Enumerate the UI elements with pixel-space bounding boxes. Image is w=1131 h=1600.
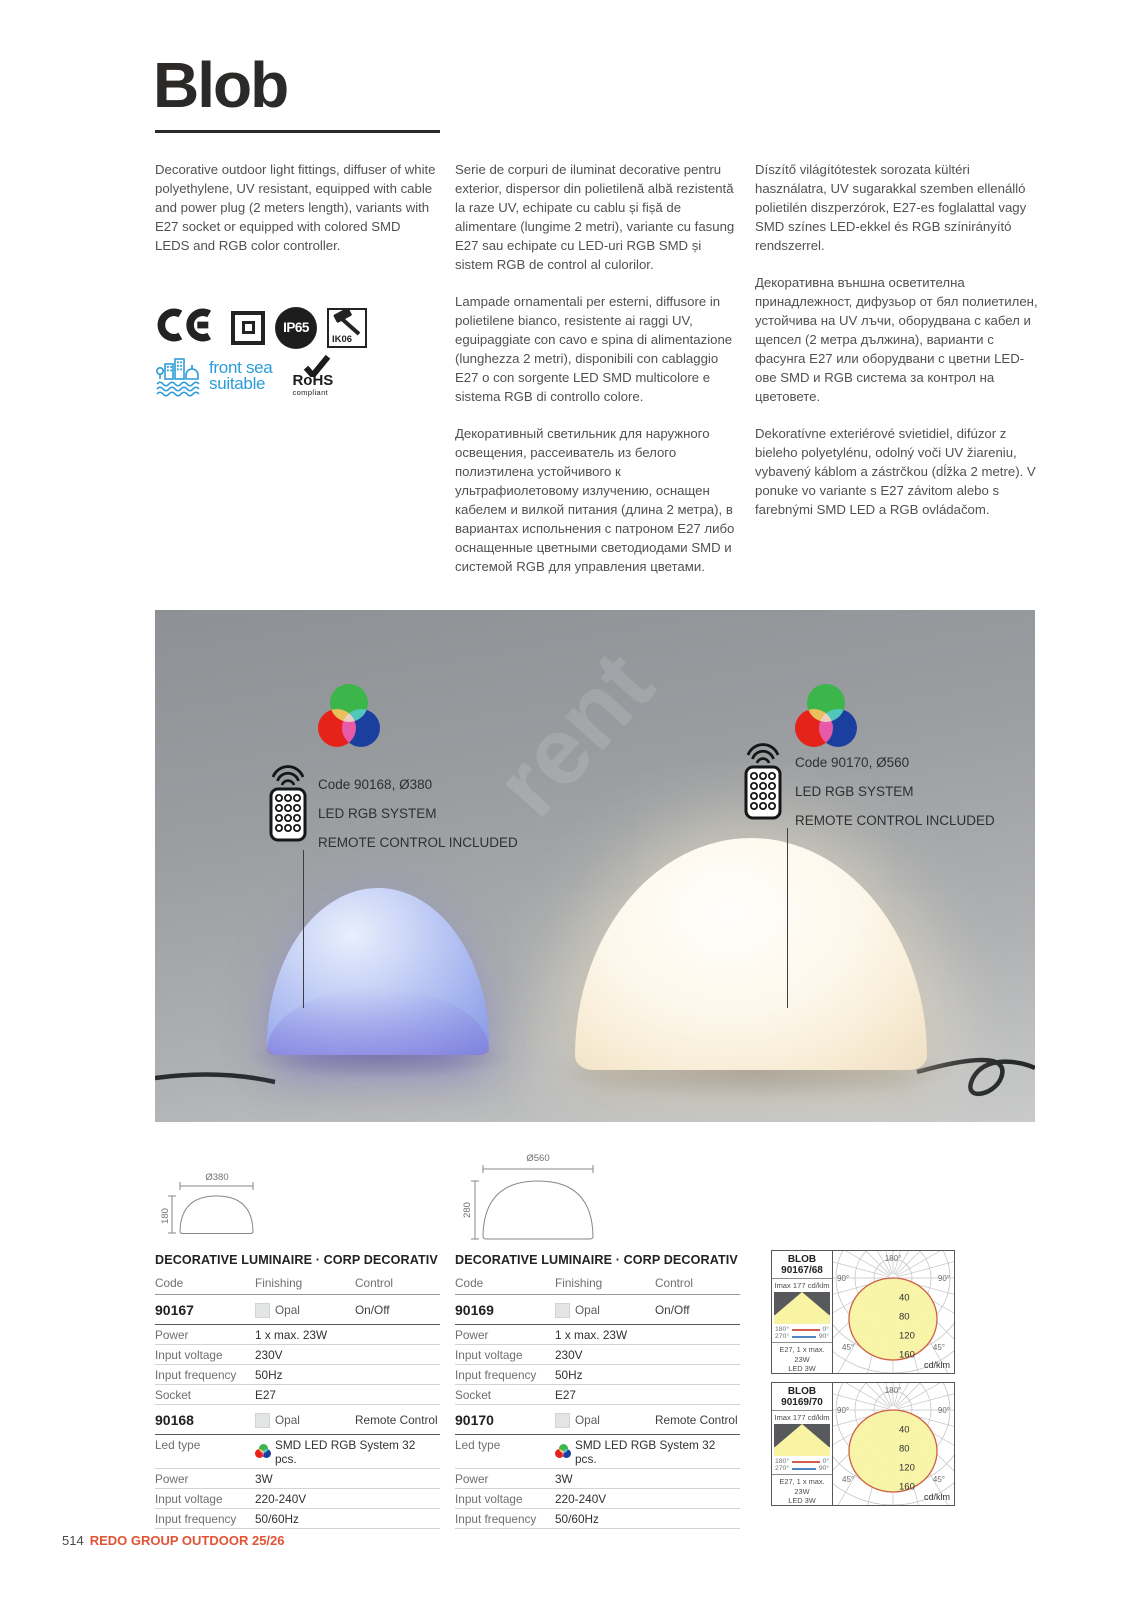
beam-icon bbox=[774, 1424, 830, 1456]
svg-text:45°: 45° bbox=[932, 1343, 945, 1352]
imax-label: Imax 177 cd/klm bbox=[774, 1281, 830, 1290]
footer-brand: REDO GROUP OUTDOOR 25/26 bbox=[89, 1533, 285, 1548]
svg-text:120: 120 bbox=[899, 1462, 915, 1474]
spec-row: Power 1 x max. 23W bbox=[155, 1325, 440, 1345]
polar-chart bbox=[833, 1251, 954, 1373]
svg-text:cd/klm: cd/klm bbox=[923, 1360, 950, 1370]
polar-chart bbox=[833, 1383, 954, 1505]
spec-row: Power 3W bbox=[455, 1469, 740, 1489]
led-type-row: Led type SMD LED RGB System 32 pcs. bbox=[155, 1435, 440, 1469]
leader-line bbox=[787, 828, 788, 1008]
control-cell: On/Off bbox=[355, 1303, 390, 1317]
svg-text:90°: 90° bbox=[837, 1406, 850, 1415]
ce-mark-icon bbox=[155, 306, 221, 349]
ip65-badge: IP65 bbox=[275, 307, 317, 349]
finishing-swatch bbox=[255, 1303, 270, 1318]
dimension-drawing-large bbox=[462, 1150, 597, 1245]
ik06-icon: IK06 bbox=[327, 308, 367, 348]
height-label: 180 bbox=[160, 1208, 171, 1224]
front-sea-icon bbox=[155, 355, 203, 397]
watermark: rent bbox=[474, 632, 674, 837]
svg-text:90°: 90° bbox=[937, 1406, 950, 1415]
spec-row: Input voltage 230V bbox=[155, 1345, 440, 1365]
rgb-color-icon bbox=[318, 684, 380, 748]
table-title: DECORATIVE LUMINAIRE · CORP DECORATIV bbox=[455, 1253, 738, 1267]
spec-row: Input frequency 50Hz bbox=[155, 1365, 440, 1385]
code-cell: 90170 bbox=[455, 1412, 494, 1428]
control-cell: Remote Control bbox=[655, 1413, 738, 1427]
control-cell: On/Off bbox=[655, 1303, 690, 1317]
svg-text:120: 120 bbox=[899, 1330, 915, 1342]
table-header: Code Finishing Control bbox=[455, 1276, 740, 1295]
photometry-box-2 bbox=[771, 1382, 955, 1506]
remote-control-icon bbox=[740, 740, 786, 820]
spec-row: Input voltage 220-240V bbox=[455, 1489, 740, 1509]
spec-row: Power 1 x max. 23W bbox=[455, 1325, 740, 1345]
certifications bbox=[155, 306, 455, 397]
svg-text:160: 160 bbox=[899, 1349, 915, 1361]
remote-control-icon bbox=[265, 762, 311, 842]
description-sk: Dekoratívne exteriérové svietidiel, difúzor z bieleho polyetylénu, odolný voči UV žiareniu, vybavený káblom a zástrčkou (dĺžka 2 metre). V ponuke vo variante s E27 závitom alebo s farebnými SMD LED a RGB ovládačom. bbox=[755, 426, 1036, 517]
table-title: DECORATIVE LUMINAIRE · CORP DECORATIV bbox=[155, 1253, 438, 1267]
photometry-legend: 180° 0° 270° 90° bbox=[775, 1326, 829, 1341]
description-en: Decorative outdoor light fittings, diffuser of white polyethylene, UV resistant, equipped with cable and power plug (2 meters length), variants with E27 socket or equipped with colored SMD LEDS and RGB color controller. bbox=[155, 162, 436, 253]
svg-text:80: 80 bbox=[899, 1443, 910, 1455]
code-cell: 90167 bbox=[155, 1302, 194, 1318]
spec-table-small bbox=[155, 1253, 440, 1529]
svg-text:180°: 180° bbox=[884, 1254, 902, 1263]
table-header: Code Finishing Control bbox=[155, 1276, 440, 1295]
table-row: 90170 Opal Remote Control bbox=[455, 1405, 740, 1434]
leader-line bbox=[303, 850, 304, 1008]
spec-table-large bbox=[455, 1253, 740, 1529]
table-row: 90169 Opal On/Off bbox=[455, 1295, 740, 1324]
svg-text:80: 80 bbox=[899, 1311, 910, 1323]
spec-row: Input frequency 50Hz bbox=[455, 1365, 740, 1385]
svg-text:45°: 45° bbox=[932, 1475, 945, 1484]
svg-text:45°: 45° bbox=[842, 1475, 855, 1484]
photometry-legend: 180° 0° 270° 90° bbox=[775, 1458, 829, 1473]
page-number: 514 bbox=[62, 1533, 84, 1548]
photometry-codes: 90169/70 bbox=[781, 1397, 823, 1408]
lamp-label: E27, 1 x max. 23W LED 3W bbox=[779, 1345, 825, 1373]
svg-text:40: 40 bbox=[899, 1292, 910, 1304]
svg-text:90°: 90° bbox=[837, 1274, 850, 1283]
hammer-icon bbox=[329, 310, 365, 336]
imax-label: Imax 177 cd/klm bbox=[774, 1413, 830, 1422]
photo-label-right: Code 90170, Ø560 LED RGB SYSTEM REMOTE CONTROL INCLUDED bbox=[795, 755, 995, 828]
table-row: 90168 Opal Remote Control bbox=[155, 1405, 440, 1434]
spec-row: Input voltage 230V bbox=[455, 1345, 740, 1365]
led-type-row: Led type SMD LED RGB System 32 pcs. bbox=[455, 1435, 740, 1469]
photo-label-left: Code 90168, Ø380 LED RGB SYSTEM REMOTE CONTROL INCLUDED bbox=[318, 777, 518, 850]
spec-row: Input voltage 220-240V bbox=[155, 1489, 440, 1509]
description-column-1 bbox=[155, 160, 438, 273]
product-photo bbox=[155, 610, 1035, 1122]
diameter-label: Ø380 bbox=[205, 1172, 229, 1183]
description-it: Lampade ornamentali per esterni, diffusore in polietilene bianco, resistente ai raggi UV, eguipaggiate con cavo e spina di alimentazione (lunghezza 2 metri), disponibili con cablaggio E27 o con sorgente LED SMD multicolore e sistema RGB di controllo colore. bbox=[455, 294, 733, 404]
control-cell: Remote Control bbox=[355, 1413, 438, 1427]
front-sea-label: front sea suitable bbox=[209, 357, 273, 393]
description-bg: Декоративна външна осветителна принадлежност, дифузьор от бял полиетилен, устойчива на UV лъчи, оборудвана с кабел и щепсел (2 метра дължина), варианти с фасунга E27 или оборудвани с цветни LED-ове SMD и RGB система за контрол на цветовете. bbox=[755, 275, 1038, 404]
description-ro: Serie de corpuri de iluminat decorative pentru exterior, dispersor din polietilenă albă rezistentă la raze UV, echipate cu cablu și fișă de alimentare (lungime 2 metri), variante cu fasung E27 sau echipate cu LED-uri RGB SMD și sistem RGB de control al culorilor. bbox=[455, 162, 735, 272]
svg-text:40: 40 bbox=[899, 1424, 910, 1436]
description-ru: Декоративный светильник для наружного освещения, рассеиватель из белого полиэтилена устойчивого к ультрафиолетовому излучению, оснащен кабелем и вилкой питания (длина 2 метра), в вариантах испольнения с патроном E27 либо оснащенные цветными светодиодами SMD и системой RGB для управления цветами. bbox=[455, 426, 735, 574]
page-footer bbox=[62, 1533, 285, 1548]
photometry-box-1 bbox=[771, 1250, 955, 1374]
svg-text:cd/klm: cd/klm bbox=[923, 1492, 950, 1502]
code-cell: 90169 bbox=[455, 1302, 494, 1318]
front-sea-suitable-badge bbox=[155, 355, 272, 397]
spec-row: Input frequency 50/60Hz bbox=[155, 1509, 440, 1529]
lamp-label: E27, 1 x max. 23W LED 3W bbox=[779, 1477, 825, 1505]
photometry-codes: 90167/68 bbox=[781, 1265, 823, 1276]
finishing-swatch bbox=[255, 1413, 270, 1428]
code-cell: 90168 bbox=[155, 1412, 194, 1428]
spec-row: Power 3W bbox=[155, 1469, 440, 1489]
title-underline bbox=[155, 130, 440, 133]
svg-text:45°: 45° bbox=[842, 1343, 855, 1352]
beam-icon bbox=[774, 1292, 830, 1324]
spec-row: Input frequency 50/60Hz bbox=[455, 1509, 740, 1529]
class-2-insulation-icon bbox=[231, 311, 265, 345]
table-row: 90167 Opal On/Off bbox=[155, 1295, 440, 1324]
rgb-color-icon bbox=[795, 684, 857, 748]
finishing-swatch bbox=[555, 1303, 570, 1318]
svg-text:90°: 90° bbox=[937, 1274, 950, 1283]
svg-text:160: 160 bbox=[899, 1481, 915, 1493]
finishing-swatch bbox=[555, 1413, 570, 1428]
spec-row: Socket E27 bbox=[455, 1385, 740, 1405]
description-column-3 bbox=[755, 160, 1038, 537]
description-column-2 bbox=[455, 160, 738, 594]
photometry-product: BLOB bbox=[787, 1386, 817, 1397]
rgb-mini-icon bbox=[255, 1444, 271, 1459]
photometry-product: BLOB bbox=[787, 1254, 817, 1265]
dimension-drawing-small bbox=[158, 1170, 258, 1242]
spec-row: Socket E27 bbox=[155, 1385, 440, 1405]
diameter-label: Ø560 bbox=[526, 1153, 550, 1164]
rohs-badge: RoHS compliant bbox=[292, 355, 333, 397]
description-hu: Díszítő világítótestek sorozata kültéri használatra, UV sugarakkal szemben ellenálló polietilén diszperzórok, E27-es foglalattal vagy SMD színes LED-ekkel és RGB színirányító rendszerrel. bbox=[755, 162, 1027, 253]
page-title: Blob bbox=[153, 49, 288, 121]
height-label: 280 bbox=[462, 1202, 473, 1218]
svg-text:180°: 180° bbox=[884, 1386, 902, 1395]
rgb-mini-icon bbox=[555, 1444, 571, 1459]
